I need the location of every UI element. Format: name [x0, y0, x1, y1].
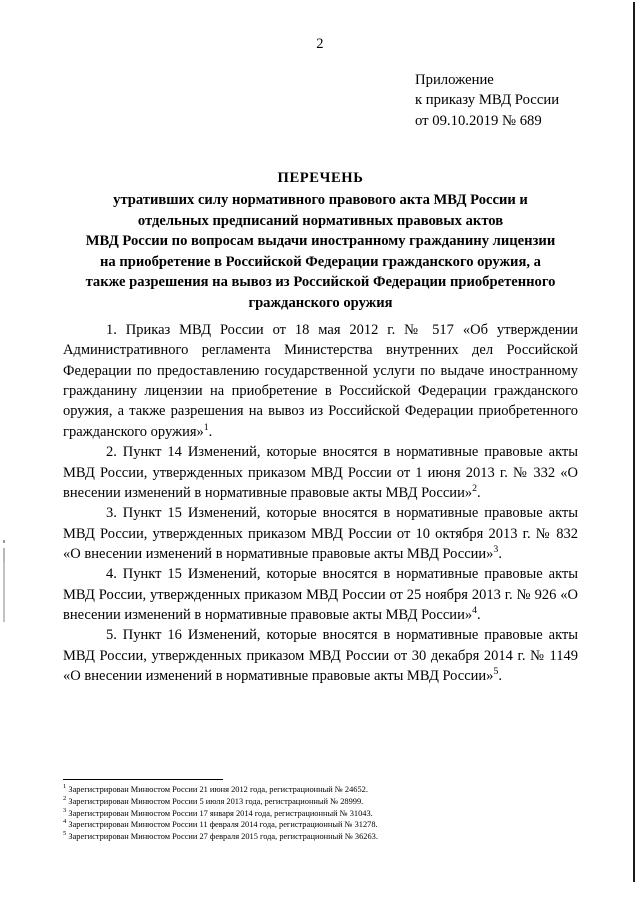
scan-speck-artifact — [3, 540, 5, 543]
footnotes-block — [63, 784, 583, 843]
footnote-ref[interactable]: 4 — [472, 605, 477, 617]
addressee-line-1: Приложение — [415, 72, 494, 88]
list-item — [63, 564, 578, 625]
footnote-ref[interactable]: 2 — [472, 483, 477, 495]
footnote-ref[interactable]: 1 — [203, 421, 209, 433]
footnote-item — [63, 808, 583, 820]
subtitle-line-6: гражданского оружия — [248, 294, 393, 311]
footnote-marker: 5 — [63, 830, 67, 838]
footnote-marker: 1 — [63, 783, 67, 791]
document-heading: ПЕРЕЧЕНЬ — [277, 170, 364, 186]
footnote-text: Зарегистрирован Минюстом России 21 июня 2012 года, регистрационный № 24652. — [68, 785, 368, 794]
footnote-text: Зарегистрирован Минюстом России 5 июля 2013 года, регистрационный № 28999. — [68, 796, 364, 806]
subtitle-line-1: утративших силу нормативного правового акта МВД России и — [113, 192, 528, 209]
list-item — [63, 503, 578, 564]
footnote-marker: 3 — [63, 806, 67, 814]
list-item — [63, 625, 578, 686]
subtitle-line-5: также разрешения на вывоз из Российской Федерации приобретенного — [85, 274, 556, 291]
subtitle-line-2: отдельных предписаний нормативных правовых актов — [137, 212, 504, 229]
footnote-marker: 4 — [63, 818, 67, 826]
paragraph-text: 4. Пункт 15 Изменений, которые вносятся в нормативные правовые акты МВД России, утвержденных приказом МВД России от 25 ноября 2013 г. № 926 «О внесении изменений в нормативные правовые акты МВД России» — [63, 566, 578, 624]
addressee-line-3: от 09.10.2019 № 689 — [415, 112, 542, 129]
footnote-ref[interactable]: 3 — [493, 544, 499, 556]
footnote-item — [63, 819, 583, 831]
footnote-item — [63, 784, 583, 796]
list-item — [63, 442, 578, 503]
subtitle-line-4: на приобретение в Российской Федерации гражданского оружия, а — [100, 253, 541, 270]
footnote-item — [63, 831, 583, 843]
paragraph-tail: . — [498, 545, 502, 562]
paragraph-text: 3. Пункт 15 Изменений, которые вносятся в нормативные правовые акты МВД России, утвержденных приказом МВД России от 10 октября 2013 г. № 832 «О внесении изменений в нормативные правовые акты МВД России» — [63, 505, 578, 562]
footnote-text: Зарегистрирован Минюстом России 27 февраля 2015 года, регистрационный № 36263. — [68, 832, 378, 842]
footnote-item — [63, 796, 583, 808]
footnote-separator — [63, 779, 223, 780]
paragraph-tail: . — [477, 484, 481, 501]
scan-edge-artifact-left-lower — [3, 562, 5, 622]
document-title-block — [63, 168, 578, 313]
footnote-ref[interactable]: 5 — [493, 666, 499, 678]
paragraph-text: 2. Пункт 14 Изменений, которые вносятся в нормативные правовые акты МВД России, утвержденных приказом МВД России от 1 июня 2013 г. № 332 «О внесении изменений в нормативные правовые акты МВД России» — [63, 444, 578, 501]
subtitle-line-3: МВД России по вопросам выдачи иностранному гражданину лицензии — [85, 233, 556, 250]
paragraph-text: 1. Приказ МВД России от 18 мая 2012 г. № 517 «Об утверждении Административного регламента Министерства внутренних дел Российской Федерации по предоставлению государственной услуги по выдаче иностранному гражданину лицензии на приобретение в Российской Федерации гражданского оружия, а также разрешения на вывоз из Российской Федерации приобретенного гражданского оружия» — [63, 322, 578, 440]
footnote-marker: 2 — [63, 794, 67, 802]
document-subtitle — [63, 190, 578, 313]
scan-edge-artifact-right — [633, 2, 635, 882]
paragraph-tail: . — [208, 423, 213, 440]
addressee-block — [415, 70, 559, 131]
footnote-text: Зарегистрирован Минюстом России 11 февраля 2014 года, регистрационный № 31278. — [68, 820, 378, 830]
addressee-line-2: к приказу МВД России — [415, 92, 560, 109]
paragraph-tail: . — [477, 607, 481, 624]
paragraph-text: 5. Пункт 16 Изменений, которые вносятся в нормативные правовые акты МВД России, утвержденных приказом МВД России от 30 декабря 2014 г. № 1149 «О внесении изменений в нормативные правовые акты МВД России» — [63, 627, 578, 685]
paragraph-tail: . — [498, 668, 502, 685]
list-item — [63, 320, 578, 442]
page-number: 2 — [316, 36, 324, 52]
document-body — [63, 320, 578, 686]
footnote-text: Зарегистрирован Минюстом России 17 января 2014 года, регистрационный № 31043. — [68, 808, 373, 818]
